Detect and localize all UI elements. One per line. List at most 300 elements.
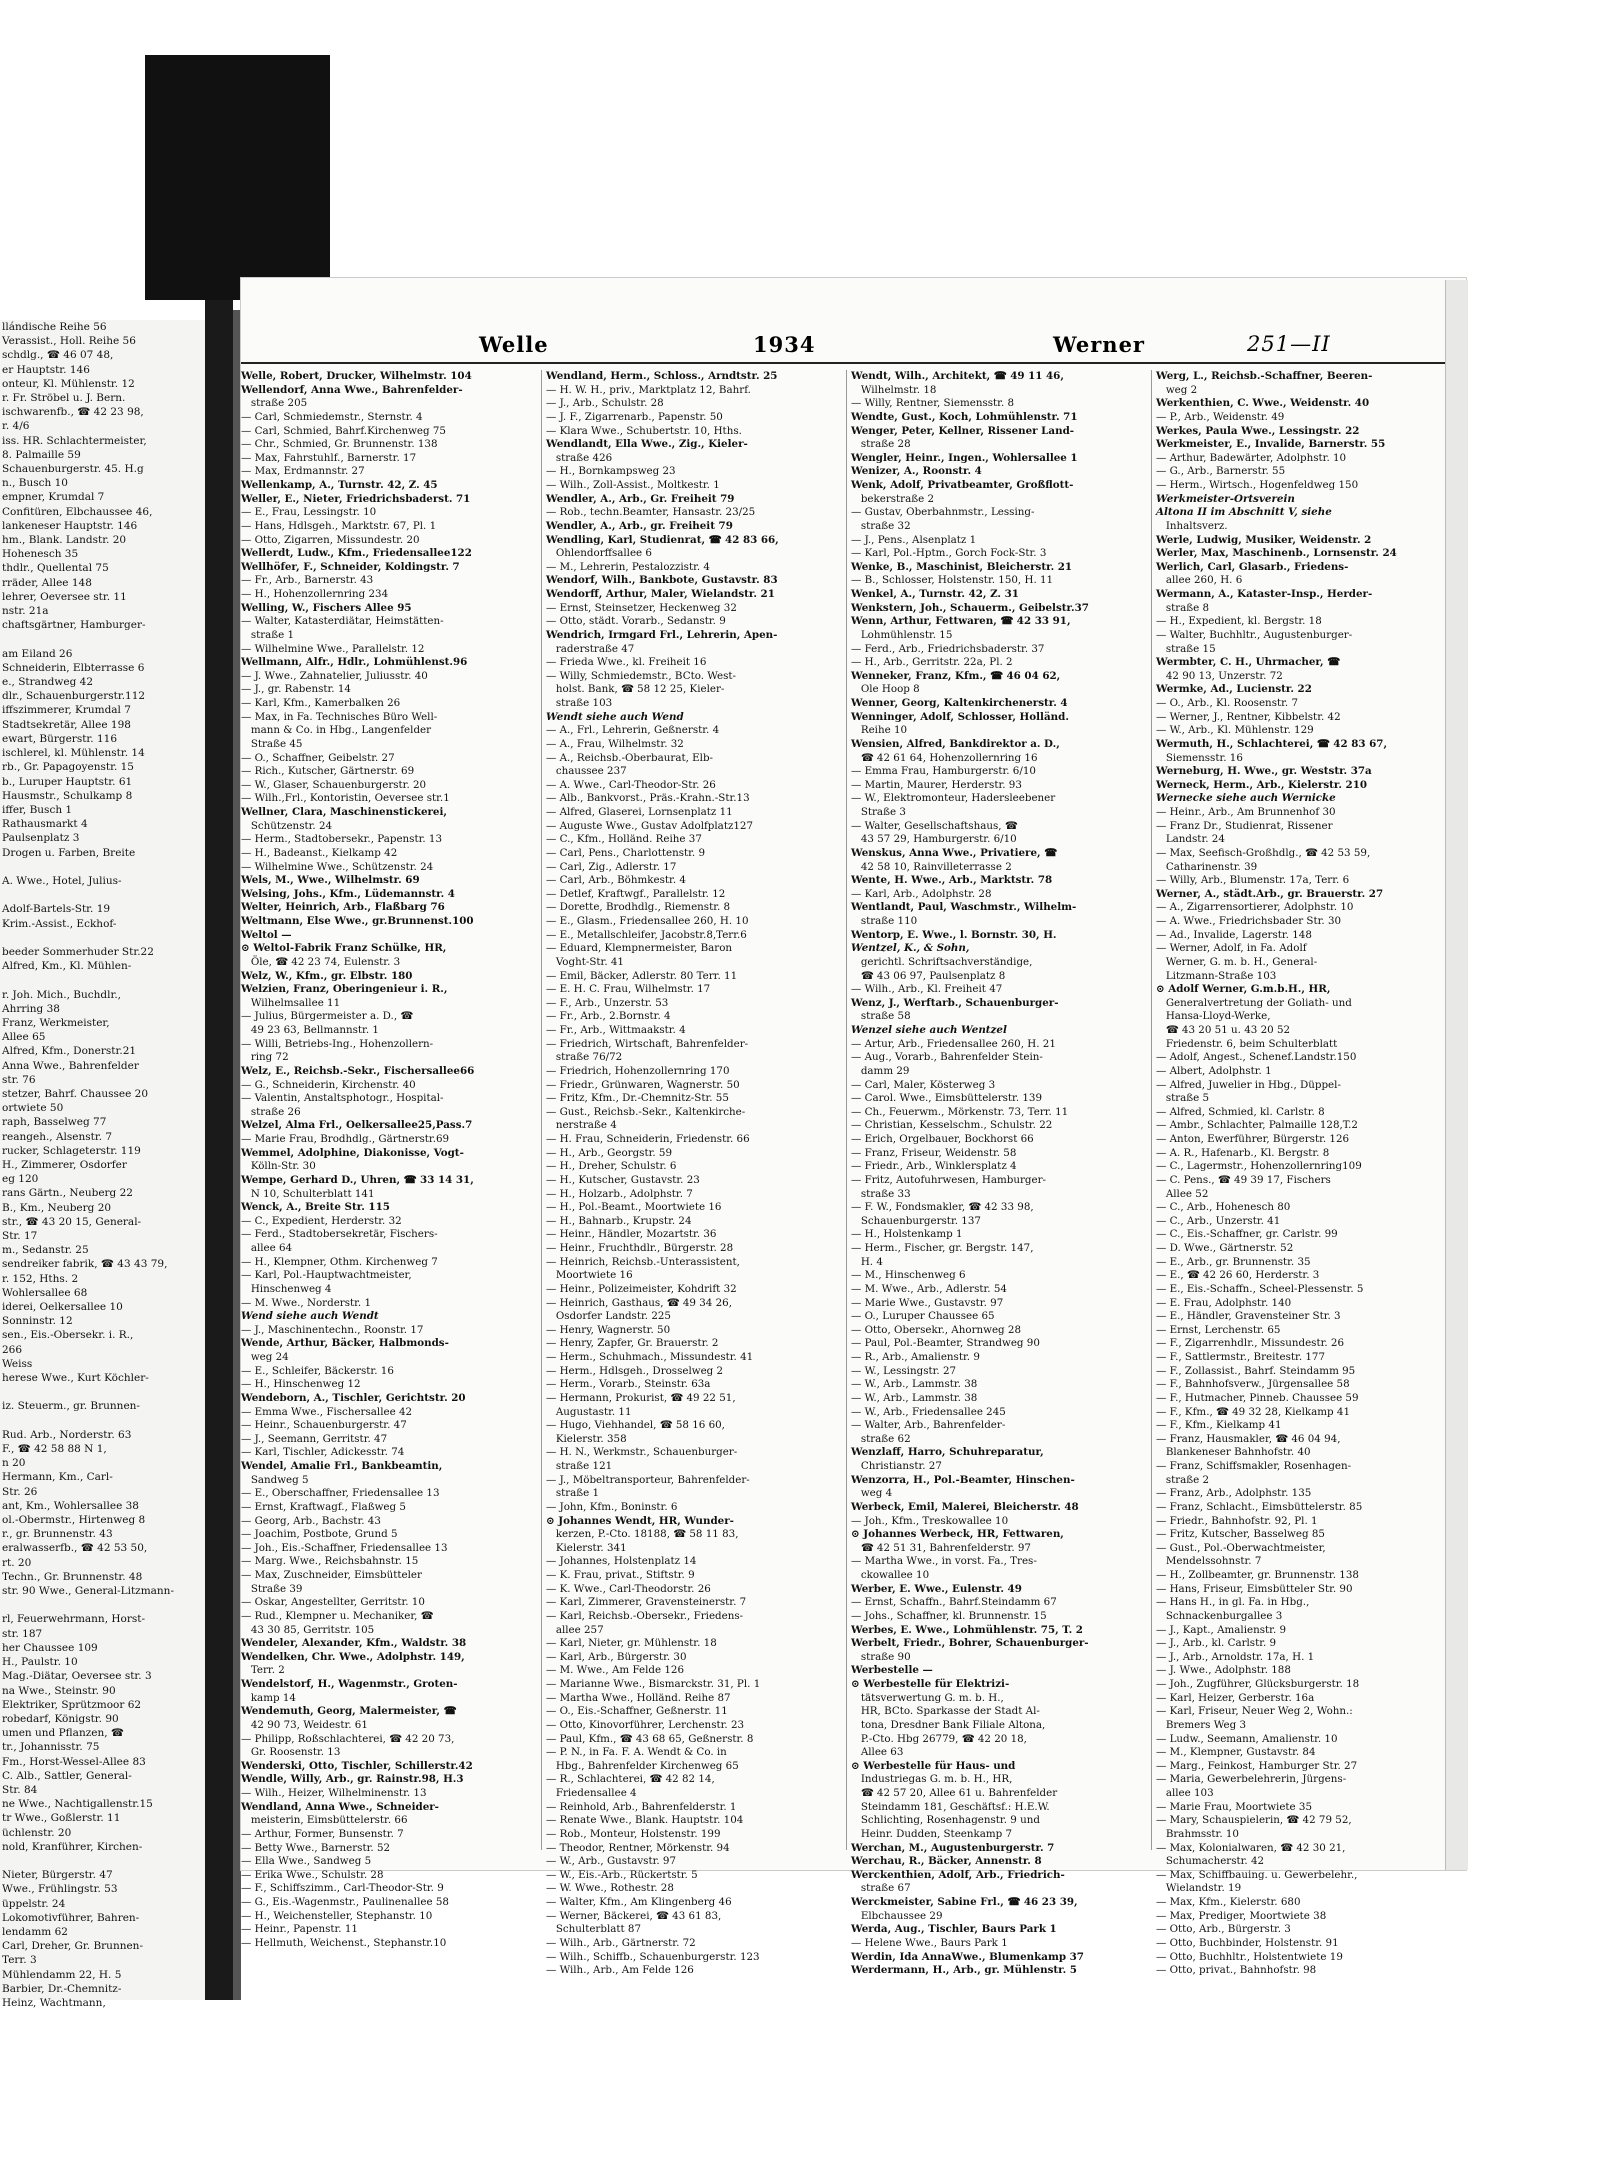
directory-entry-line: 43 57 29, Hamburgerstr. 6/10	[851, 833, 1017, 846]
directory-entry-line: — Herm., Fischer, gr. Bergstr. 147,	[851, 1242, 1034, 1254]
directory-entry-line: — J. Wwe., Zahnatelier, Juliusstr. 40	[241, 669, 428, 682]
directory-entry-line: — Walter, Kfm., Am Klingenberg 46	[546, 1896, 732, 1908]
directory-entry-line: — H. W. H., priv., Marktplatz 12, Bahrf.	[546, 383, 751, 396]
left-page-line: Confitüren, Elbchaussee 46,	[2, 505, 153, 518]
directory-entry-line: weg 2	[1156, 383, 1198, 396]
directory-entry-line: Werbelt, Friedr., Bohrer, Schauenburger-	[851, 1637, 1089, 1650]
directory-entry-line: — Max, Erdmannstr. 27	[241, 465, 365, 478]
directory-entry-line: — F., Hutmacher, Pinneb. Chaussee 59	[1156, 1391, 1359, 1404]
directory-entry-line: — O., Luruper Chaussee 65	[851, 1310, 995, 1323]
directory-entry-line: — Joh., Zugführer, Glücksburgerstr. 18	[1156, 1678, 1360, 1690]
directory-entry-line: ☎ 42 51 31, Bahrenfelderstr. 97	[851, 1541, 1031, 1554]
directory-entry-line: — H. Frau, Schneiderin, Friedenstr. 66	[546, 1133, 750, 1145]
directory-entry-line: Schützenstr. 24	[241, 819, 333, 832]
left-page-line: r. Joh. Mich., Buchdlr.,	[2, 988, 122, 1001]
left-page-line: Schauenburgerstr. 45. H.g	[2, 463, 144, 476]
directory-entry-line: Wellenkamp, A., Turnstr. 42, Z. 45	[241, 479, 438, 491]
directory-entry-line: — F., Arb., Unzerstr. 53	[546, 996, 669, 1009]
directory-entry-line: — Willi, Betriebs-Ing., Hohenzollern-	[241, 1037, 434, 1050]
directory-entry-line: — Hugo, Viehhandel, ☎ 58 16 60,	[546, 1419, 725, 1432]
directory-entry-line: Wilhelmstr. 18	[851, 383, 937, 396]
directory-entry-line: — Marie Frau, Brodhdlg., Gärtnerstr.69	[241, 1133, 450, 1145]
directory-entry-line: — F., Kfm., Kielkamp 41	[1156, 1419, 1282, 1432]
directory-entry-line: — Ad., Invalide, Lagerstr. 148	[1156, 928, 1312, 941]
left-page-line: Terr. 3	[2, 1954, 37, 1967]
directory-entry-line: — H. N., Werkmstr., Schauenburger-	[546, 1446, 738, 1459]
directory-entry-line: Werler, Max, Maschinenb., Lornsenstr. 24	[1156, 547, 1397, 560]
directory-entry-line: Wenzlaff, Harro, Schuhreparatur,	[851, 1446, 1044, 1459]
directory-entry-line: Allee 52	[1156, 1187, 1209, 1200]
directory-entry-line: — Wilh., Arb., Kl. Freiheit 47	[851, 983, 1003, 996]
directory-entry-line: — Heinrich, Gasthaus, ☎ 49 34 26,	[546, 1296, 732, 1309]
directory-entry-line: — F., Kfm., ☎ 49 32 28, Kielkamp 41	[1156, 1405, 1350, 1418]
directory-entry-line: kerzen, P.-Cto. 18188, ☎ 58 11 83,	[546, 1528, 739, 1541]
left-page-line: üppelstr. 24	[2, 1897, 66, 1910]
left-page-line: Wohlersallee 68	[2, 1286, 88, 1299]
directory-column-3	[851, 370, 1143, 1977]
directory-entry-line: Hansa-Lloyd-Werke,	[1156, 1010, 1271, 1023]
directory-entry-line: Werchan, M., Augustenburgerstr. 7	[851, 1841, 1055, 1854]
directory-entry-line: — Arthur, Badewärter, Adolphstr. 10	[1156, 451, 1347, 464]
directory-entry-line: — Heinrich, Reichsb.-Unterassistent,	[546, 1255, 740, 1268]
directory-entry-line: — Hellmuth, Weichenst., Stephanstr.10	[241, 1936, 447, 1949]
directory-entry-line: — Gust., Reichsb.-Sekr., Kaltenkirche-	[546, 1105, 746, 1118]
directory-entry-line: — A., Frau, Wilhelmstr. 32	[546, 737, 684, 750]
directory-entry-line: Landstr. 24	[1156, 833, 1225, 846]
directory-entry-line: Welzel, Alma Frl., Oelkersallee25,Pass.7	[241, 1119, 473, 1132]
directory-entry-line: — H., Pol.-Beamt., Moortwiete 16	[546, 1201, 722, 1214]
directory-entry-line: straße 26	[241, 1105, 301, 1118]
directory-entry-line: — C., Arb., Hohenesch 80	[1156, 1201, 1291, 1214]
directory-entry-line: — Willy, Schmiedemstr., BCto. West-	[546, 669, 737, 682]
left-page-line: H., Zimmerer, Osdorfer	[2, 1158, 127, 1171]
directory-entry-line: kamp 14	[241, 1691, 296, 1704]
left-page-line: B., Km., Neuberg 20	[2, 1201, 112, 1214]
directory-entry-line: Wendelken, Chr. Wwe., Adolphstr. 149,	[241, 1650, 465, 1663]
directory-entry-line: — Auguste Wwe., Gustav Adolfplatz127	[546, 819, 754, 832]
directory-entry-line: — Carl, Schmied, Bahrf.Kirchenweg 75	[241, 424, 446, 437]
directory-entry-line: chaussee 237	[546, 765, 627, 778]
directory-entry-line: straße 8	[1156, 601, 1210, 614]
directory-entry-line: — M. Wwe., Am Felde 126	[546, 1664, 685, 1677]
directory-entry-line: Terr. 2	[241, 1664, 285, 1677]
directory-entry-line: — F., Bahnhofsverw., Jürgensallee 58	[1156, 1378, 1350, 1391]
directory-entry-line: — E. H. C. Frau, Wilhelmstr. 17	[546, 983, 711, 996]
directory-entry-line: Wendt siehe auch Wend	[546, 710, 684, 723]
directory-entry-line: Wendemuth, Georg, Malermeister, ☎	[241, 1705, 457, 1718]
directory-entry-line: — Hans, Friseur, Eimsbütteler Str. 90	[1156, 1582, 1353, 1595]
directory-entry-line: Wenz, J., Werftarb., Schauenburger-	[851, 996, 1059, 1009]
directory-entry-line: — C., Kfm., Holländ. Reihe 37	[546, 833, 702, 846]
directory-entry-line: — H., Weichensteller, Stephanstr. 10	[241, 1909, 433, 1922]
directory-entry-line: — Karl, Tischler, Adickesstr. 74	[241, 1446, 405, 1459]
directory-entry-line: tätsverwertung G. m. b. H.,	[851, 1691, 1004, 1704]
left-page-line: beeder Sommerhuder Str.22	[2, 945, 154, 958]
directory-entry-line: — E., ☎ 42 26 60, Herderstr. 3	[1156, 1269, 1320, 1282]
directory-entry-line: — Carl, Pens., Charlottenstr. 9	[546, 846, 706, 859]
left-page-line: r. Fr. Ströbel u. J. Bern.	[2, 392, 126, 405]
directory-entry-line: — Willy, Arb., Blumenstr. 17a, Terr. 6	[1156, 874, 1350, 887]
directory-entry-line: Wempe, Gerhard D., Uhren, ☎ 33 14 31,	[241, 1173, 474, 1186]
directory-entry-line: Wendelstorf, H., Wagenmstr., Groten-	[241, 1678, 458, 1690]
directory-entry-line: Wenk, Adolf, Privatbeamter, Großflott-	[851, 479, 1074, 491]
directory-entry-line: Wenner, Georg, Kaltenkirchenerstr. 4	[851, 697, 1068, 709]
directory-entry-line: 43 30 85, Gerritstr. 105	[241, 1623, 375, 1636]
directory-entry-line: — Oskar, Angestellter, Gerritstr. 10	[241, 1596, 425, 1609]
left-page-line: Mag.-Diätar, Oeversee str. 3	[2, 1670, 152, 1683]
directory-entry-line: Wellhöfer, F., Schneider, Koldingstr. 7	[241, 560, 460, 573]
directory-entry-line: Wellner, Clara, Maschinenstickerei,	[241, 806, 447, 818]
directory-entry-line: holst. Bank, ☎ 58 12 25, Kieler-	[546, 683, 725, 696]
directory-entry-line: — Max, Prediger, Moortwiete 38	[1156, 1909, 1327, 1922]
directory-entry-line: — Heinr., Polizeimeister, Kohdrift 32	[546, 1282, 737, 1295]
directory-entry-line: — E., Glasm., Friedensallee 260, H. 10	[546, 915, 749, 927]
directory-entry-line: Werkmeister, E., Invalide, Barnerstr. 55	[1156, 438, 1386, 451]
header-page-number: 251—II	[1247, 332, 1331, 356]
directory-entry-line: — B., Schlosser, Holstenstr. 150, H. 11	[851, 574, 1054, 587]
directory-entry-line: Wende, Arthur, Bäcker, Halbmonds-	[241, 1337, 449, 1350]
directory-entry-line: Schlichting, Rosenhagenstr. 9 und	[851, 1814, 1040, 1827]
directory-entry-line: — Joh., Eis.-Schaffner, Friedensallee 13	[241, 1541, 448, 1554]
directory-entry-line: — Arthur, Former, Bunsenstr. 7	[241, 1827, 404, 1840]
directory-entry-line: Werkenthien, C. Wwe., Weidenstr. 40	[1156, 397, 1370, 410]
left-page-line: rb., Gr. Papagoyenstr. 15	[2, 761, 134, 774]
directory-entry-line: — W., Arb., Lammstr. 38	[851, 1378, 978, 1391]
directory-entry-line: Wenderski, Otto, Tischler, Schillerstr.42	[241, 1759, 473, 1772]
directory-entry-line: — J., Kapt., Amalienstr. 9	[1156, 1623, 1287, 1636]
directory-entry-line: straße 103	[546, 697, 613, 709]
directory-entry-line: straße 426	[546, 451, 613, 464]
directory-entry-line: Werkmeister-Ortsverein	[1156, 492, 1295, 505]
directory-entry-line: Wielandstr. 19	[1156, 1882, 1242, 1895]
directory-entry-line: — Wilhelmine Wwe., Schützenstr. 24	[241, 860, 434, 873]
directory-entry-line: — Betty Wwe., Barnerstr. 52	[241, 1841, 391, 1854]
left-page-line: er Hauptstr. 146	[2, 363, 90, 376]
directory-entry-line: — Frieda Wwe., kl. Freiheit 16	[546, 656, 707, 669]
directory-entry-line: — J., gr. Rabenstr. 14	[241, 683, 351, 696]
directory-entry-line: Wenizer, A., Roonstr. 4	[851, 465, 982, 478]
directory-entry-line: — Chr., Schmied, Gr. Brunnenstr. 138	[241, 438, 438, 451]
directory-entry-line: straße 62	[851, 1432, 911, 1445]
left-page-line: Fm., Horst-Wessel-Allee 83	[2, 1755, 146, 1768]
left-page-line: iss. HR. Schlachtermeister,	[2, 434, 147, 447]
book-spine-shadow	[233, 310, 241, 2000]
directory-entry-line: — Wilh., Zoll-Assist., Moltkestr. 1	[546, 479, 720, 491]
left-page-line: iffszimmerer, Krumdal 7	[2, 704, 131, 717]
directory-entry-line: ☎ 43 20 51 u. 43 20 52	[1156, 1024, 1291, 1036]
left-page-line: Lokomotivführer, Bahren-	[2, 1911, 140, 1924]
directory-entry-line: Hbg., Bahrenfelder Kirchenweg 65	[546, 1759, 739, 1772]
left-page-line: b., Luruper Hauptstr. 61	[2, 775, 133, 788]
directory-entry-line: — Emma Wwe., Fischersallee 42	[241, 1405, 413, 1418]
directory-entry-line: — Martha Wwe., Holländ. Reihe 87	[546, 1691, 731, 1704]
directory-entry-line: — A. Wwe., Carl-Theodor-Str. 26	[546, 778, 716, 791]
left-page-line	[0, 931, 205, 945]
directory-entry-line: — R., Schlachterei, ☎ 42 82 14,	[546, 1773, 715, 1786]
directory-entry-line: — Georg, Arb., Bachstr. 43	[241, 1514, 381, 1527]
directory-entry-line: ckowallee 10	[851, 1569, 930, 1581]
left-page-line: eralwasserfb., ☎ 42 53 50,	[2, 1542, 148, 1555]
directory-entry-line: — F., Zollassist., Bahrf. Steindamm 95	[1156, 1364, 1356, 1377]
directory-entry-line: Blankeneser Bahnhofstr. 40	[1156, 1446, 1311, 1459]
directory-entry-line: Werckenthien, Adolf, Arb., Friedrich-	[851, 1868, 1065, 1881]
directory-entry-line: — Alb., Bankvorst., Präs.-Krahn.-Str.13	[546, 792, 750, 805]
directory-entry-line: Wendler, A., Arb., gr. Freiheit 79	[546, 519, 733, 532]
header-year: 1934	[753, 332, 816, 357]
directory-entry-line: — Wilh., Arb., Gärtnerstr. 72	[546, 1936, 696, 1949]
directory-entry-line: — Wilh., Heizer, Wilhelminenstr. 13	[241, 1787, 427, 1799]
directory-entry-line: Gr. Roosenstr. 13	[241, 1746, 341, 1759]
left-page-line: umen und Pflanzen, ☎	[2, 1727, 124, 1740]
directory-entry-line: Werlich, Carl, Glasarb., Friedens-	[1156, 560, 1349, 573]
left-page-line: Mühlendamm 22, H. 5	[2, 1968, 122, 1981]
directory-entry-line: Werdin, Ida AnnaWwe., Blumenkamp 37	[851, 1950, 1084, 1963]
directory-entry-line: 49 23 63, Bellmannstr. 1	[241, 1024, 379, 1036]
directory-entry-line: — Otto, städt. Vorarb., Sedanstr. 9	[546, 615, 726, 628]
directory-entry-line: Werdermann, H., Arb., gr. Mühlenstr. 5	[851, 1964, 1077, 1977]
directory-entry-line: straße 1	[241, 628, 295, 641]
directory-entry-line: Elbchaussee 29	[851, 1909, 943, 1922]
left-page-line: Adolf-Bartels-Str. 19	[2, 903, 111, 916]
directory-entry-line: straße 67	[851, 1882, 911, 1895]
directory-entry-line: — Alfred, Juwelier in Hbg., Düppel-	[1156, 1078, 1341, 1091]
directory-entry-line: — Marg. Wwe., Reichsbahnstr. 15	[241, 1555, 419, 1568]
left-page-line: r. 4/6	[2, 420, 30, 433]
directory-entry-line: — J. Wwe., Adolphstr. 188	[1156, 1664, 1291, 1677]
directory-entry-line: — M. Wwe., Arb., Adlerstr. 54	[851, 1282, 1007, 1295]
directory-entry-line: Wendte, Gust., Koch, Lohmühlenstr. 71	[851, 410, 1078, 423]
directory-entry-line: — Gust., Pol.-Oberwachtmeister,	[1156, 1541, 1326, 1554]
directory-entry-line: Wendeborn, A., Tischler, Gerichtstr. 20	[241, 1391, 466, 1404]
directory-entry-line: Wenger, Peter, Kellner, Rissener Land-	[851, 424, 1075, 437]
directory-entry-line: — Fritz, Kfm., Dr.-Chemnitz-Str. 55	[546, 1092, 729, 1105]
directory-entry-line: Werbestelle —	[851, 1664, 933, 1677]
directory-entry-line: Wenneker, Franz, Kfm., ☎ 46 04 62,	[851, 669, 1061, 682]
directory-entry-line: Moortwiete 16	[546, 1269, 633, 1282]
directory-entry-line: — F. W., Fondsmakler, ☎ 42 33 98,	[851, 1201, 1034, 1214]
left-page-line: her Chaussee 109	[2, 1641, 98, 1654]
directory-entry-line: — Wilh.,Frl., Kontoristin, Oeversee str.1	[241, 792, 450, 805]
directory-entry-line: — A. R., Hafenarb., Kl. Bergstr. 8	[1156, 1146, 1330, 1159]
directory-entry-line: Werkes, Paula Wwe., Lessingstr. 22	[1156, 424, 1360, 437]
directory-entry-line: Werner, G. m. b. H., General-	[1156, 955, 1318, 968]
directory-entry-line: — Walter, Buchhltr., Augustenburger-	[1156, 628, 1353, 641]
directory-entry-line: — H., Bornkampsweg 23	[546, 465, 676, 478]
directory-entry-line: — F., Schiffszimm., Carl-Theodor-Str. 9	[241, 1882, 444, 1895]
directory-entry-line: — Wilh., Schiffb., Schauenburgerstr. 123	[546, 1950, 760, 1963]
column-divider	[1151, 370, 1152, 1850]
directory-entry-line: — Herm., Vorarb., Steinstr. 63a	[546, 1378, 711, 1391]
directory-entry-line: — H., Hohenzollernring 234	[241, 588, 389, 600]
page-header	[241, 332, 1441, 358]
directory-entry-line: — Otto, Kinovorführer, Lerchenstr. 23	[546, 1718, 745, 1731]
left-page-line: Verassist., Holl. Reihe 56	[2, 335, 136, 348]
directory-entry-line: — Hermann, Prokurist, ☎ 49 22 51,	[546, 1391, 736, 1404]
directory-entry-line: Schumacherstr. 42	[1156, 1855, 1265, 1868]
directory-entry-line: Werchau, R., Bäcker, Annenstr. 8	[851, 1855, 1042, 1868]
directory-entry-line: Wenskus, Anna Wwe., Privatiere, ☎	[851, 846, 1058, 859]
directory-entry-line: Industriegas G. m. b. H., HR,	[851, 1773, 1013, 1786]
directory-entry-line: — Herm., Hdlsgeh., Drosselweg 2	[546, 1364, 724, 1377]
directory-entry-line: — Karl, Arb., Adolphstr. 28	[851, 887, 992, 900]
directory-entry-line: — H., Arb., Georgstr. 59	[546, 1146, 673, 1159]
directory-entry-line: — H., Holzarb., Adolphstr. 7	[546, 1187, 693, 1200]
directory-entry-line: — Paul, Pol.-Beamter, Strandweg 90	[851, 1337, 1040, 1350]
directory-entry-line: straße 205	[241, 397, 308, 410]
directory-entry-line: — Joachim, Postbote, Grund 5	[241, 1528, 398, 1541]
directory-entry-line: Wensien, Alfred, Bankdirektor a. D.,	[851, 737, 1060, 750]
directory-entry-line: — Friedrich, Hohenzollernring 170	[546, 1064, 730, 1077]
directory-entry-line: — Max, Kolonialwaren, ☎ 42 30 21,	[1156, 1841, 1346, 1854]
left-page-line: r., gr. Brunnenstr. 43	[2, 1528, 113, 1541]
directory-entry-line: — W. Wwe., Rothestr. 28	[546, 1882, 674, 1895]
directory-entry-line: nerstraße 4	[546, 1119, 617, 1132]
directory-entry-line: Welling, W., Fischers Allee 95	[241, 601, 412, 614]
directory-entry-line: — Walter, Arb., Bahrenfelder-	[851, 1419, 1006, 1432]
directory-entry-line: Wendorf, Wilh., Bankbote, Gustavstr. 83	[546, 574, 778, 587]
left-page-line: Heinz, Wachtmann,	[2, 1996, 106, 2009]
directory-entry-line: Wemmel, Adolphine, Diakonisse, Vogt-	[241, 1146, 464, 1159]
directory-entry-line: — A., Zigarrensortierer, Adolphstr. 10	[1156, 901, 1354, 914]
directory-entry-line: — E., Metallschleifer, Jacobstr.8,Terr.6	[546, 928, 747, 941]
left-page-line: Str. 17	[2, 1230, 38, 1242]
directory-entry-line: Osdorfer Landstr. 225	[546, 1310, 671, 1323]
directory-entry-line: allee 103	[1156, 1787, 1214, 1799]
directory-entry-line: — Franz, Schlacht., Eimsbüttelerstr. 85	[1156, 1500, 1363, 1513]
directory-entry-line: Wermke, Ad., Lucienstr. 22	[1156, 683, 1312, 696]
directory-entry-line: — Walter, Gesellschaftshaus, ☎	[851, 819, 1018, 832]
directory-entry-line: ⊙ Adolf Werner, G.m.b.H., HR,	[1156, 983, 1331, 996]
directory-entry-line: — Carl, Zig., Adlerstr. 17	[546, 860, 677, 873]
left-page-line	[0, 1385, 205, 1399]
directory-entry-line: — H., Hinschenweg 12	[241, 1378, 361, 1391]
directory-column-2	[546, 370, 838, 1977]
directory-entry-line: Voght-Str. 41	[546, 955, 624, 968]
directory-entry-line: — K. Frau, privat., Stiftstr. 9	[546, 1569, 695, 1581]
left-page-line: Alfred, Kfm., Donerstr.21	[2, 1045, 137, 1058]
directory-entry-line: — Eduard, Klempnermeister, Baron	[546, 942, 733, 955]
directory-entry-line: — Johs., Schaffner, kl. Brunnenstr. 15	[851, 1609, 1047, 1622]
directory-entry-line: — W., Arb., Lammstr. 38	[851, 1391, 978, 1404]
directory-entry-line: Altona II im Abschnitt V, siehe	[1156, 506, 1332, 519]
directory-entry-line: Ohlendorffsallee 6	[546, 547, 652, 560]
directory-entry-line: Kielerstr. 341	[546, 1541, 627, 1554]
directory-entry-line: — H., Bahnarb., Krupstr. 24	[546, 1214, 692, 1227]
directory-entry-line: Wentlandt, Paul, Waschmstr., Wilhelm-	[851, 901, 1077, 914]
directory-entry-line: mann & Co. in Hbg., Langenfelder	[241, 724, 432, 737]
directory-entry-line: Wenck, A., Breite Str. 115	[241, 1201, 390, 1214]
directory-entry-line: Siemensstr. 16	[1156, 751, 1243, 764]
directory-entry-line: Wellmann, Alfr., Hdlr., Lohmühlenst.96	[241, 656, 468, 669]
directory-entry-line: — E., Arb., gr. Brunnenstr. 35	[1156, 1255, 1311, 1268]
directory-entry-line: — M., Lehrerin, Pestalozzistr. 4	[546, 560, 710, 573]
directory-entry-line: — J., Maschinentechn., Roonstr. 17	[241, 1323, 424, 1336]
directory-entry-line: Wendt, Wilh., Architekt, ☎ 49 11 46,	[851, 370, 1064, 382]
left-page-line: llándische Reihe 56	[2, 321, 107, 333]
directory-entry-line: 42 90 73, Weidestr. 61	[241, 1718, 368, 1731]
left-page-line: Paulsenplatz 3	[2, 832, 80, 845]
directory-entry-line: — J., Pens., Alsenplatz 1	[851, 533, 977, 546]
directory-entry-line: — Franz Dr., Studienrat, Rissener	[1156, 819, 1333, 832]
column-divider	[846, 370, 847, 1850]
directory-entry-line: Werneck, Herm., Arb., Kielerstr. 210	[1156, 778, 1368, 791]
directory-entry-line: Wengler, Heinr., Ingen., Wohlersallee 1	[851, 451, 1078, 464]
directory-entry-line: — Philipp, Roßschlachterei, ☎ 42 20 73,	[241, 1732, 455, 1745]
directory-entry-line: — C., Lagermstr., Hohenzollernring109	[1156, 1160, 1362, 1173]
directory-entry-line: H. 4	[851, 1255, 883, 1268]
directory-entry-line: — Rich., Kutscher, Gärtnerstr. 69	[241, 765, 415, 778]
left-page-line: Str. 26	[2, 1485, 38, 1498]
directory-entry-line: — Karl, Pol.-Hptm., Gorch Fock-Str. 3	[851, 547, 1047, 560]
directory-entry-line: — W., Arb., Gustavstr. 97	[546, 1855, 677, 1868]
directory-page	[241, 278, 1466, 1977]
directory-entry-line: Wend siehe auch Wendt	[241, 1310, 379, 1323]
directory-entry-line: straße 32	[851, 519, 911, 532]
directory-entry-line: — Fritz, Autofuhrwesen, Hamburger-	[851, 1173, 1047, 1186]
directory-entry-line: ring 72	[241, 1051, 289, 1064]
left-page-line: Franz, Werkmeister,	[2, 1016, 110, 1029]
directory-entry-line: — Emil, Bäcker, Adlerstr. 80 Terr. 11	[546, 969, 738, 982]
directory-entry-line: Welz, E., Reichsb.-Sekr., Fischersallee66	[241, 1064, 475, 1077]
directory-entry-line: Welsing, Johs., Kfm., Lüdemannstr. 4	[241, 887, 455, 900]
directory-entry-line: — Ferd., Arb., Friedrichsbaderstr. 37	[851, 642, 1045, 655]
directory-entry-line: Wendorff, Arthur, Maler, Wielandstr. 21	[546, 588, 775, 600]
directory-entry-line: Wellerdt, Ludw., Kfm., Friedensallee122	[241, 547, 472, 560]
left-page-line: str. 76	[2, 1073, 36, 1086]
left-page-line	[0, 973, 205, 987]
directory-entry-line: — J., Arb., kl. Carlstr. 9	[1156, 1637, 1277, 1650]
directory-entry-line: — Fr., Arb., 2.Bornstr. 4	[546, 1010, 671, 1023]
directory-entry-line: — Rob., techn.Beamter, Hansastr. 23/25	[546, 506, 756, 519]
directory-entry-line: Sandweg 5	[241, 1473, 309, 1486]
directory-entry-line: — Martin, Maurer, Herderstr. 93	[851, 778, 1022, 791]
directory-entry-line: Wenkstern, Joh., Schauerm., Geibelstr.37	[851, 601, 1089, 614]
directory-entry-line: — C. Pens., ☎ 49 39 17, Fischers	[1156, 1173, 1331, 1186]
left-page-line: Allee 65	[2, 1031, 46, 1044]
directory-entry-line: — Heinr., Schauenburgerstr. 47	[241, 1419, 407, 1432]
directory-entry-line: — Artur, Arb., Friedensallee 260, H. 21	[851, 1037, 1056, 1050]
left-page-line	[0, 1598, 205, 1612]
left-page-line: am Eiland 26	[2, 647, 73, 660]
directory-entry-line: — K. Wwe., Carl-Theodorstr. 26	[546, 1582, 711, 1595]
directory-entry-line: Weller, E., Nieter, Friedrichsbaderst. 71	[241, 492, 471, 505]
directory-entry-line: — Erika Wwe., Schulstr. 28	[241, 1868, 384, 1881]
directory-entry-line: — Fr., Arb., Wittmaakstr. 4	[546, 1024, 686, 1036]
directory-entry-line: — Heinr., Arb., Am Brunnenhof 30	[1156, 806, 1336, 818]
directory-entry-line: straße 1	[546, 1487, 600, 1500]
left-page-line: na Wwe., Steinstr. 90	[2, 1684, 116, 1697]
directory-entry-line: Welter, Heinrich, Arb., Flaßbarg 76	[241, 901, 445, 914]
directory-entry-line: — Werner, Bäckerei, ☎ 43 61 83,	[546, 1909, 722, 1922]
directory-entry-line: Wendland, Anna Wwe., Schneider-	[241, 1800, 439, 1813]
directory-entry-line: — D. Wwe., Gärtnerstr. 52	[1156, 1242, 1294, 1254]
directory-entry-line: — Paul, Kfm., ☎ 43 68 65, Geßnerstr. 8	[546, 1732, 754, 1745]
directory-entry-line: — J., Seemann, Gerritstr. 47	[241, 1432, 388, 1445]
directory-entry-line: Friedensallee 4	[546, 1787, 637, 1799]
directory-entry-line: Kölln-Str. 30	[241, 1160, 316, 1173]
directory-entry-line: — E., Händler, Gravensteiner Str. 3	[1156, 1310, 1341, 1323]
film-bar	[145, 55, 330, 300]
left-page-line: Nieter, Bürgerstr. 47	[2, 1869, 113, 1882]
directory-entry-line: — Aug., Vorarb., Bahrenfelder Stein-	[851, 1051, 1043, 1064]
directory-entry-line: — H., Dreher, Schulstr. 6	[546, 1160, 677, 1173]
left-page-line: Alfred, Km., Kl. Mühlen-	[2, 960, 132, 973]
directory-entry-line: — G., Schneiderin, Kirchenstr. 40	[241, 1078, 416, 1091]
directory-entry-line: — A., Frl., Lehrerin, Geßnerstr. 4	[546, 724, 720, 737]
left-page-line: iz. Steuerm., gr. Brunnen-	[2, 1400, 140, 1413]
directory-entry-line: Welle, Robert, Drucker, Wilhelmstr. 104	[241, 370, 472, 382]
directory-entry-line: straße 15	[1156, 642, 1216, 655]
